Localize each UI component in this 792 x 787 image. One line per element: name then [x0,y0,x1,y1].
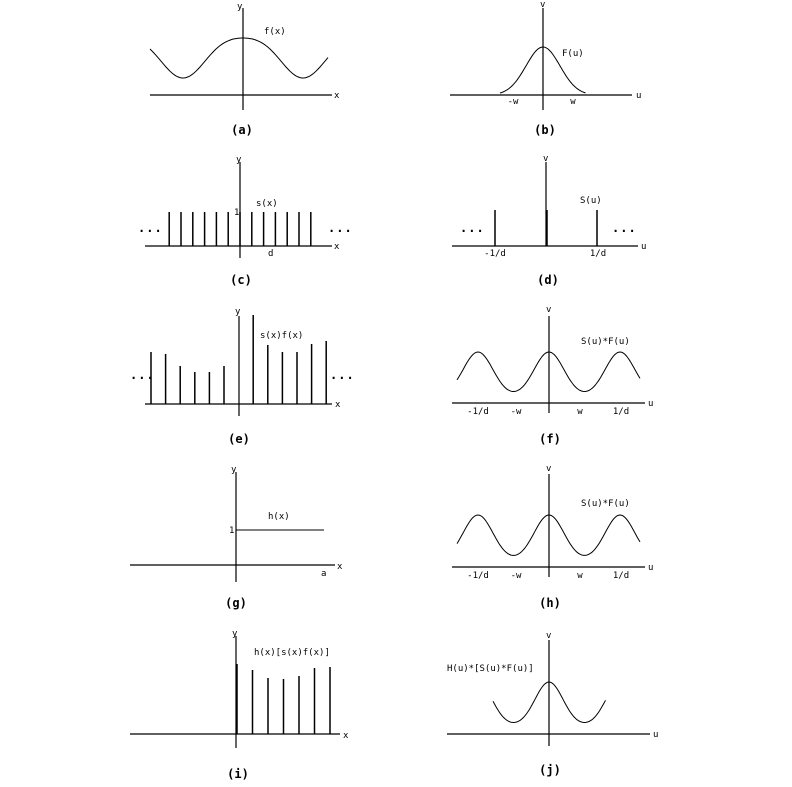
panel-e-caption: (e) [228,432,250,446]
panel-i-curve-label: h(x)[s(x)f(x)] [254,648,330,658]
panel-e-y-label: y [235,307,241,317]
panel-c-x-label: x [334,242,340,252]
panel-c [138,155,353,287]
panel-i [130,629,349,781]
panel-h-tick-1: -1/d [467,571,489,581]
panel-j-v-label: v [546,631,552,641]
panel-c-y-label: y [236,155,242,165]
panel-h-tick-2: -w [510,571,522,581]
panel-e-dots-left: ... [130,368,155,382]
panel-j-curve-label: H(u)*[S(u)*F(u)] [447,664,534,674]
panel-h-caption: (h) [539,596,561,610]
panel-g-curve-label: h(x) [268,512,290,522]
panel-a-x-label: x [334,91,340,101]
panel-g-height-label: 1 [229,526,235,536]
panel-d-dots-right: ... [612,221,637,235]
panel-f-caption: (f) [539,432,561,446]
panel-d-u-label: u [641,242,647,252]
panel-c-curve-label: s(x) [256,199,278,209]
panel-f-tick-2: -w [510,407,522,417]
panel-c-impulses [169,212,311,246]
panel-g [130,465,343,610]
panel-d-tick-neg: -1/d [484,249,506,259]
panel-j [447,631,658,777]
panel-c-caption: (c) [230,273,252,287]
panel-c-dots-right: ... [328,221,353,235]
panel-f-v-label: v [546,305,552,315]
panel-c-spacing-label: d [268,249,274,259]
panel-c-height-label: 1 [234,208,240,218]
panel-a-y-label: y [237,2,243,12]
panel-a-f-curve [150,38,328,78]
panel-i-caption: (i) [227,767,249,781]
panel-b-curve-label: F(u) [562,49,584,59]
panel-f-tick-3: w [577,407,583,417]
panel-f-tick-1: -1/d [467,407,489,417]
panel-a-caption: (a) [231,123,253,137]
panel-b-u-label: u [636,91,642,101]
panel-e-curve-label: s(x)f(x) [260,331,304,341]
panel-i-impulses [237,664,330,734]
panel-h-v-label: v [546,464,552,474]
panel-f-u-label: u [648,399,654,409]
panel-d-curve-label: S(u) [580,196,602,206]
panel-g-y-label: y [231,465,237,475]
panel-a [150,2,340,137]
panel-b-v-label: v [540,0,546,10]
panel-h-u-label: u [648,563,654,573]
panel-g-x-label: x [337,562,343,572]
panel-j-u-label: u [653,730,659,740]
panel-d-caption: (d) [537,273,559,287]
panel-g-tick-a: a [321,569,327,579]
panel-e [130,307,355,446]
panel-e-x-label: x [335,400,341,410]
panel-c-dots-left: ... [138,221,163,235]
panel-d-v-label: v [543,154,549,164]
panel-d-tick-pos: 1/d [589,249,607,259]
panel-d [452,154,646,287]
panel-e-dots-right: ... [330,368,355,382]
panel-f [452,305,653,446]
panel-i-y-label: y [232,629,238,639]
panel-a-curve-label: f(x) [264,27,286,37]
panel-b-tick-pos-w: w [570,97,576,107]
panel-b [450,0,641,137]
panel-j-caption: (j) [539,763,561,777]
panel-b-caption: (b) [534,123,556,137]
panel-h-curve-label: S(u)*F(u) [581,499,630,509]
panel-i-x-label: x [343,731,349,741]
panel-g-caption: (g) [225,596,247,610]
panel-d-dots-left: ... [460,221,485,235]
panel-b-tick-neg-w: -w [507,97,519,107]
panel-h-tick-4: 1/d [612,571,630,581]
panel-h [452,464,653,610]
panel-f-curve-label: S(u)*F(u) [581,337,630,347]
panel-h-tick-3: w [577,571,583,581]
panel-f-tick-4: 1/d [612,407,630,417]
